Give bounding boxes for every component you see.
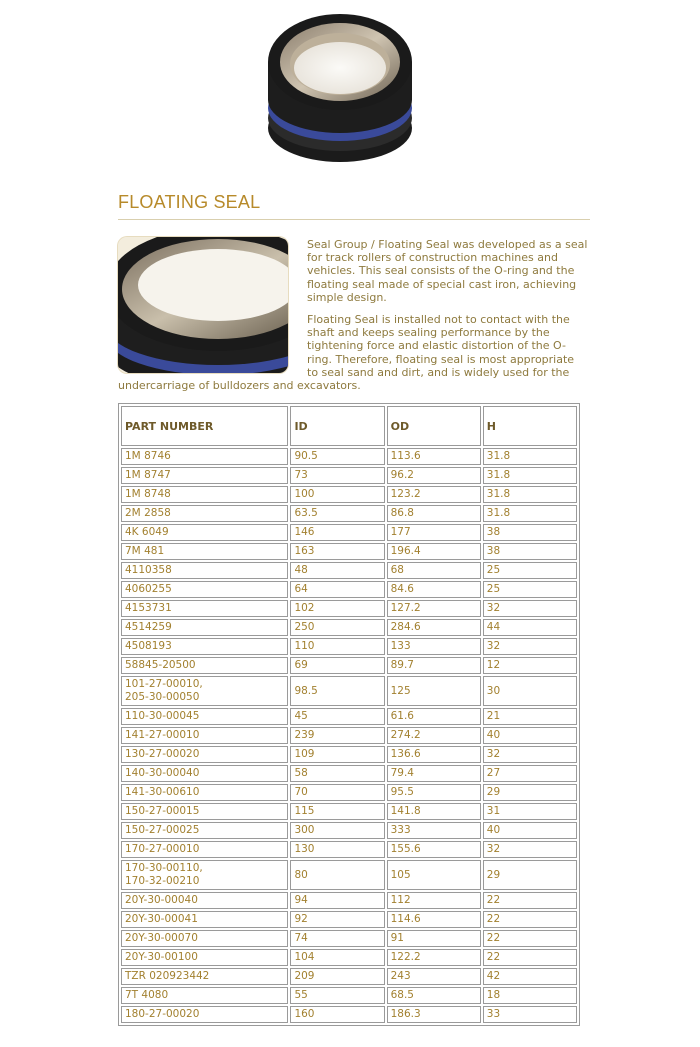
table-row bbox=[121, 486, 577, 503]
cell-id: 55 bbox=[290, 987, 384, 1004]
cell-od: 196.4 bbox=[387, 543, 481, 560]
table-row bbox=[121, 841, 577, 858]
table-row bbox=[121, 467, 577, 484]
cell-id: 74 bbox=[290, 930, 384, 947]
table-row bbox=[121, 784, 577, 801]
cell-id: 110 bbox=[290, 638, 384, 655]
cell-part-number: 150-27-00015 bbox=[121, 803, 288, 820]
cell-part-number: 7T 4080 bbox=[121, 987, 288, 1004]
cell-od: 141.8 bbox=[387, 803, 481, 820]
cell-h: 32 bbox=[483, 841, 577, 858]
table-row bbox=[121, 803, 577, 820]
table-row bbox=[121, 581, 577, 598]
cell-id: 109 bbox=[290, 746, 384, 763]
cell-h: 22 bbox=[483, 892, 577, 909]
cell-h: 18 bbox=[483, 987, 577, 1004]
cell-h: 25 bbox=[483, 562, 577, 579]
cell-od: 84.6 bbox=[387, 581, 481, 598]
table-row bbox=[121, 968, 577, 985]
cell-part-number: 1M 8748 bbox=[121, 486, 288, 503]
cell-id: 102 bbox=[290, 600, 384, 617]
cell-h: 32 bbox=[483, 600, 577, 617]
header-h: H bbox=[483, 406, 577, 446]
cell-h: 27 bbox=[483, 765, 577, 782]
description-line: undercarriage of bulldozers and excavators. bbox=[118, 379, 361, 393]
cell-id: 115 bbox=[290, 803, 384, 820]
cell-od: 136.6 bbox=[387, 746, 481, 763]
cell-part-number: 4060255 bbox=[121, 581, 288, 598]
cell-id: 63.5 bbox=[290, 505, 384, 522]
cell-part-number: 140-30-00040 bbox=[121, 765, 288, 782]
cell-id: 70 bbox=[290, 784, 384, 801]
description-line: shaft and keeps sealing performance by the bbox=[307, 326, 550, 340]
cell-part-number: 58845-20500 bbox=[121, 657, 288, 674]
cell-id: 163 bbox=[290, 543, 384, 560]
table-row bbox=[121, 746, 577, 763]
cell-h: 30 bbox=[483, 676, 577, 706]
page-title: FLOATING SEAL bbox=[118, 192, 261, 212]
cell-h: 31.8 bbox=[483, 448, 577, 465]
table-row bbox=[121, 448, 577, 465]
table-row bbox=[121, 822, 577, 839]
cell-part-number: 150-27-00025 bbox=[121, 822, 288, 839]
title-divider bbox=[118, 219, 590, 220]
cell-od: 284.6 bbox=[387, 619, 481, 636]
table-row bbox=[121, 860, 577, 890]
cell-od: 333 bbox=[387, 822, 481, 839]
cell-id: 90.5 bbox=[290, 448, 384, 465]
description-line: tightening force and elastic distortion of the O- bbox=[307, 339, 566, 353]
description-line: ring. Therefore, floating seal is most appropriate bbox=[307, 352, 575, 366]
cell-od: 113.6 bbox=[387, 448, 481, 465]
parts-table bbox=[118, 403, 580, 1026]
cell-od: 114.6 bbox=[387, 911, 481, 928]
cell-id: 64 bbox=[290, 581, 384, 598]
cell-part-number: 20Y-30-00100 bbox=[121, 949, 288, 966]
cell-od: 186.3 bbox=[387, 1006, 481, 1023]
cell-od: 112 bbox=[387, 892, 481, 909]
cell-h: 42 bbox=[483, 968, 577, 985]
cell-part-number: 4K 6049 bbox=[121, 524, 288, 541]
table-row bbox=[121, 505, 577, 522]
cell-id: 130 bbox=[290, 841, 384, 858]
cell-part-number: 130-27-00020 bbox=[121, 746, 288, 763]
table-row bbox=[121, 930, 577, 947]
table-row bbox=[121, 987, 577, 1004]
description-line: Floating Seal is installed not to contact with the bbox=[307, 313, 570, 326]
cell-od: 177 bbox=[387, 524, 481, 541]
cell-od: 68.5 bbox=[387, 987, 481, 1004]
cell-id: 69 bbox=[290, 657, 384, 674]
cell-part-number: TZR 020923442 bbox=[121, 968, 288, 985]
cell-part-number: 1M 8747 bbox=[121, 467, 288, 484]
table-row bbox=[121, 619, 577, 636]
cell-id: 146 bbox=[290, 524, 384, 541]
table-row bbox=[121, 1006, 577, 1023]
table-row bbox=[121, 543, 577, 560]
cell-part-number: 20Y-30-00070 bbox=[121, 930, 288, 947]
cell-h: 29 bbox=[483, 784, 577, 801]
cell-h: 40 bbox=[483, 822, 577, 839]
cell-od: 133 bbox=[387, 638, 481, 655]
cell-part-number: 1M 8746 bbox=[121, 448, 288, 465]
cell-part-number: 7M 481 bbox=[121, 543, 288, 560]
cell-od: 96.2 bbox=[387, 467, 481, 484]
cell-part-number: 141-30-00610 bbox=[121, 784, 288, 801]
table-row bbox=[121, 562, 577, 579]
cell-od: 95.5 bbox=[387, 784, 481, 801]
cell-id: 209 bbox=[290, 968, 384, 985]
cell-id: 98.5 bbox=[290, 676, 384, 706]
description-paragraph bbox=[118, 313, 590, 392]
header-id: ID bbox=[290, 406, 384, 446]
table-row bbox=[121, 708, 577, 725]
cell-od: 89.7 bbox=[387, 657, 481, 674]
cell-od: 122.2 bbox=[387, 949, 481, 966]
cell-id: 160 bbox=[290, 1006, 384, 1023]
cell-h: 31.8 bbox=[483, 486, 577, 503]
cell-od: 243 bbox=[387, 968, 481, 985]
table-row bbox=[121, 600, 577, 617]
cell-h: 38 bbox=[483, 543, 577, 560]
cell-h: 22 bbox=[483, 930, 577, 947]
table-row bbox=[121, 949, 577, 966]
cell-part-number: 141-27-00010 bbox=[121, 727, 288, 744]
cell-od: 91 bbox=[387, 930, 481, 947]
cell-part-number: 4508193 bbox=[121, 638, 288, 655]
cell-id: 48 bbox=[290, 562, 384, 579]
cell-od: 123.2 bbox=[387, 486, 481, 503]
table-row bbox=[121, 657, 577, 674]
cell-h: 29 bbox=[483, 860, 577, 890]
cell-part-number: 101-27-00010, 205-30-00050 bbox=[121, 676, 288, 706]
floating-seal-photo bbox=[245, 0, 435, 175]
cell-h: 31 bbox=[483, 803, 577, 820]
cell-part-number: 170-30-00110, 170-32-00210 bbox=[121, 860, 288, 890]
cell-h: 38 bbox=[483, 524, 577, 541]
cell-h: 22 bbox=[483, 949, 577, 966]
cell-h: 21 bbox=[483, 708, 577, 725]
cell-id: 45 bbox=[290, 708, 384, 725]
cell-h: 32 bbox=[483, 746, 577, 763]
cell-od: 155.6 bbox=[387, 841, 481, 858]
cell-part-number: 4153731 bbox=[121, 600, 288, 617]
cell-h: 32 bbox=[483, 638, 577, 655]
cell-id: 73 bbox=[290, 467, 384, 484]
parts-table-body bbox=[121, 448, 577, 1023]
cell-part-number: 4110358 bbox=[121, 562, 288, 579]
table-row bbox=[121, 727, 577, 744]
table-row bbox=[121, 765, 577, 782]
cell-od: 125 bbox=[387, 676, 481, 706]
cell-id: 58 bbox=[290, 765, 384, 782]
cell-id: 80 bbox=[290, 860, 384, 890]
cell-h: 31.8 bbox=[483, 467, 577, 484]
cell-od: 79.4 bbox=[387, 765, 481, 782]
cell-h: 31.8 bbox=[483, 505, 577, 522]
cell-part-number: 20Y-30-00040 bbox=[121, 892, 288, 909]
header-od: OD bbox=[387, 406, 481, 446]
cell-id: 250 bbox=[290, 619, 384, 636]
cell-id: 239 bbox=[290, 727, 384, 744]
cell-id: 92 bbox=[290, 911, 384, 928]
cell-id: 104 bbox=[290, 949, 384, 966]
cell-od: 68 bbox=[387, 562, 481, 579]
table-header-row bbox=[121, 406, 577, 446]
header-part-number: PART NUMBER bbox=[121, 406, 288, 446]
cell-part-number: 4514259 bbox=[121, 619, 288, 636]
table-row bbox=[121, 892, 577, 909]
cell-od: 61.6 bbox=[387, 708, 481, 725]
cell-part-number: 180-27-00020 bbox=[121, 1006, 288, 1023]
cell-id: 100 bbox=[290, 486, 384, 503]
description-line: to seal sand and dirt, and is widely used for the bbox=[307, 365, 570, 379]
table-row bbox=[121, 911, 577, 928]
cell-part-number: 2M 2858 bbox=[121, 505, 288, 522]
table-row bbox=[121, 524, 577, 541]
cell-od: 105 bbox=[387, 860, 481, 890]
cell-od: 86.8 bbox=[387, 505, 481, 522]
cell-part-number: 20Y-30-00041 bbox=[121, 911, 288, 928]
cell-h: 40 bbox=[483, 727, 577, 744]
cell-od: 274.2 bbox=[387, 727, 481, 744]
intro-paragraph: Seal Group / Floating Seal was developed as a seal for track rollers of construction machines and vehicles. This seal consists of the O-ring and the floating seal made of special cast iron, achieving simple design. bbox=[307, 238, 588, 304]
cell-part-number: 110-30-00045 bbox=[121, 708, 288, 725]
cell-part-number: 170-27-00010 bbox=[121, 841, 288, 858]
cell-id: 94 bbox=[290, 892, 384, 909]
cell-h: 25 bbox=[483, 581, 577, 598]
cell-h: 22 bbox=[483, 911, 577, 928]
cell-id: 300 bbox=[290, 822, 384, 839]
table-row bbox=[121, 638, 577, 655]
cell-h: 12 bbox=[483, 657, 577, 674]
cell-od: 127.2 bbox=[387, 600, 481, 617]
cell-h: 33 bbox=[483, 1006, 577, 1023]
table-row bbox=[121, 676, 577, 706]
cell-h: 44 bbox=[483, 619, 577, 636]
